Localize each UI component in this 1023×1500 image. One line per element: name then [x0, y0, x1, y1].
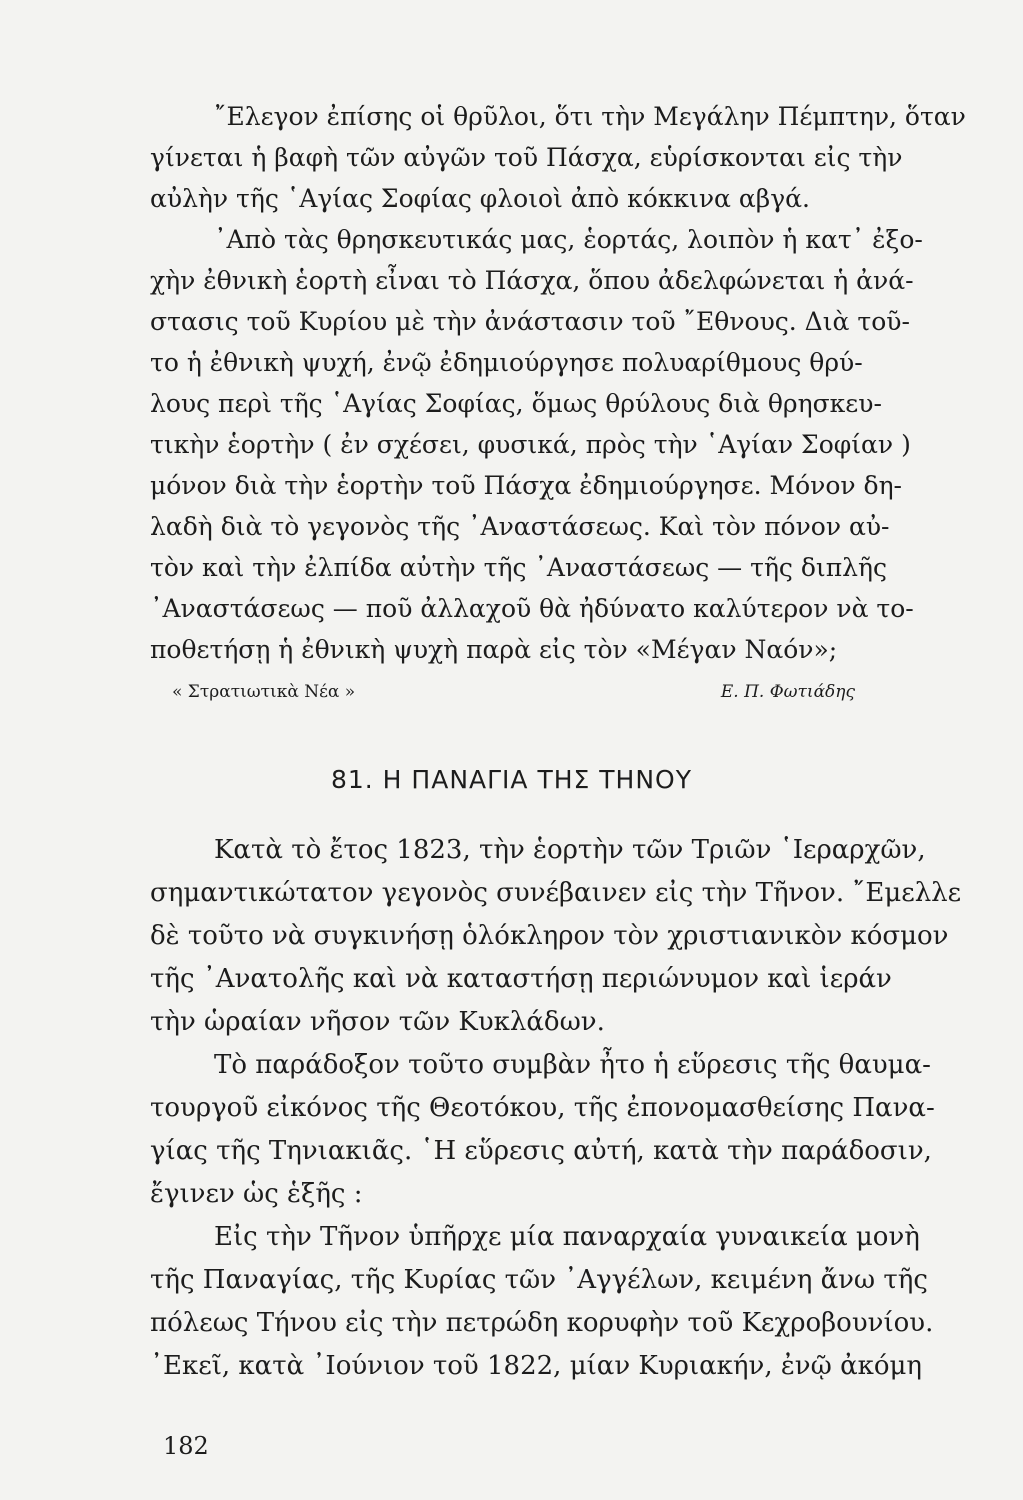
text-line: ἔγινεν ὡς ἑξῆς :	[150, 1179, 363, 1209]
text-line: ποθετήσῃ ἡ ἐθνικὴ ψυχὴ παρὰ εἰς τὸν «Μέγαν Ναόν»;	[150, 635, 838, 664]
text-line: σημαντικώτατον γεγονὸς συνέβαινεν εἰς τὴν Τῆνον. ῎Εμελλε	[150, 878, 962, 908]
text-line: πόλεως Τήνου εἰς τὴν πετρώδη κορυφὴν τοῦ Κεχροβουνίου.	[150, 1308, 934, 1338]
text-line: χὴν ἐθνικὴ ἑορτὴ εἶναι τὸ Πάσχα, ὅπου ἀδελφώνεται ἡ ἀνά-	[150, 266, 914, 295]
text-line: ᾿Εκεῖ, κατὰ ᾿Ιούνιον τοῦ 1822, μίαν Κυριακήν, ἐνῷ ἀκόμη	[150, 1351, 923, 1381]
text-line: τῆς ᾿Ανατολῆς καὶ νὰ καταστήσῃ περιώνυμον καὶ ἱεράν	[150, 964, 892, 994]
text-line: το ἡ ἐθνικὴ ψυχή, ἐνῷ ἐδημιούργησε πολυαρίθμους θρύ-	[150, 348, 863, 377]
text-line: δὲ τοῦτο νὰ συγκινήσῃ ὁλόκληρον τὸν χριστιανικὸν κόσμον	[150, 921, 949, 951]
text-line: Εἰς τὴν Τῆνον ὑπῆρχε μία παναρχαία γυναικεία μονὴ	[214, 1222, 920, 1252]
text-line: τὸν καὶ τὴν ἐλπίδα αὐτὴν τῆς ᾿Αναστάσεως — τῆς διπλῆς	[150, 553, 887, 582]
passage-fotiadis	[150, 96, 966, 670]
text-line: Κατὰ τὸ ἔτος 1823, τὴν ἑορτὴν τῶν Τριῶν ῾Ιεραρχῶν,	[214, 835, 926, 865]
text-line: στασις τοῦ Κυρίου μὲ τὴν ἀνάστασιν τοῦ ῎Εθνους. Διὰ τοῦ-	[150, 307, 910, 336]
text-line: μόνον διὰ τὴν ἑορτὴν τοῦ Πάσχα ἐδημιούργησε. Μόνον δη-	[150, 471, 902, 500]
text-line: λαδὴ διὰ τὸ γεγονὸς τῆς ᾿Αναστάσεως. Καὶ τὸν πόνον αὐ-	[150, 512, 890, 541]
text-line: λους περὶ τῆς ῾Αγίας Σοφίας, ὅμως θρύλους διὰ θρησκευ-	[150, 389, 882, 418]
passage-panagia-tinou	[150, 829, 962, 1388]
text-line: τουργοῦ εἰκόνος τῆς Θεοτόκου, τῆς ἐπονομασθείσης Πανα-	[150, 1093, 935, 1123]
text-line: ᾿Αναστάσεως — ποῦ ἀλλαχοῦ θὰ ἠδύνατο καλύτερον νὰ το-	[150, 594, 914, 623]
text-line: Τὸ παράδοξον τοῦτο συμβὰν ἦτο ἡ εὕρεσις τῆς θαυμα-	[214, 1050, 931, 1080]
text-line: γίας τῆς Τηνιακιᾶς. ῾Η εὕρεσις αὐτή, κατὰ τὴν παράδοσιν,	[150, 1136, 932, 1166]
text-line: αὐλὴν τῆς ῾Αγίας Σοφίας φλοιοὶ ἀπὸ κόκκινα αβγά.	[150, 184, 810, 213]
attribution-author: Ε. Π. Φωτιάδης	[720, 682, 855, 702]
text-line: γίνεται ἡ βαφὴ τῶν αὐγῶν τοῦ Πάσχα, εὑρίσκονται εἰς τὴν	[150, 143, 903, 172]
attribution	[150, 682, 855, 702]
attribution-source: « Στρατιωτικὰ Νέα »	[172, 682, 356, 702]
text-line: ῎Ελεγον ἐπίσης οἱ θρῦλοι, ὅτι τὴν Μεγάλην Πέμπτην, ὅταν	[214, 102, 966, 131]
text-line: τικὴν ἑορτὴν ( ἐν σχέσει, φυσικά, πρὸς τὴν ῾Αγίαν Σοφίαν )	[150, 430, 911, 459]
text-line: τὴν ὡραίαν νῆσον τῶν Κυκλάδων.	[150, 1007, 605, 1037]
section-heading: 81. Η ΠΑΝΑΓΙΑ ΤΗΣ ΤΗΝΟΥ	[330, 765, 693, 794]
text-line: ᾿Απὸ τὰς θρησκευτικάς μας, ἑορτάς, λοιπὸν ἡ κατ᾿ ἐξο-	[214, 225, 923, 254]
text-line: τῆς Παναγίας, τῆς Κυρίας τῶν ᾿Αγγέλων, κειμένη ἄνω τῆς	[150, 1265, 928, 1295]
page-number: 182	[163, 1432, 209, 1460]
